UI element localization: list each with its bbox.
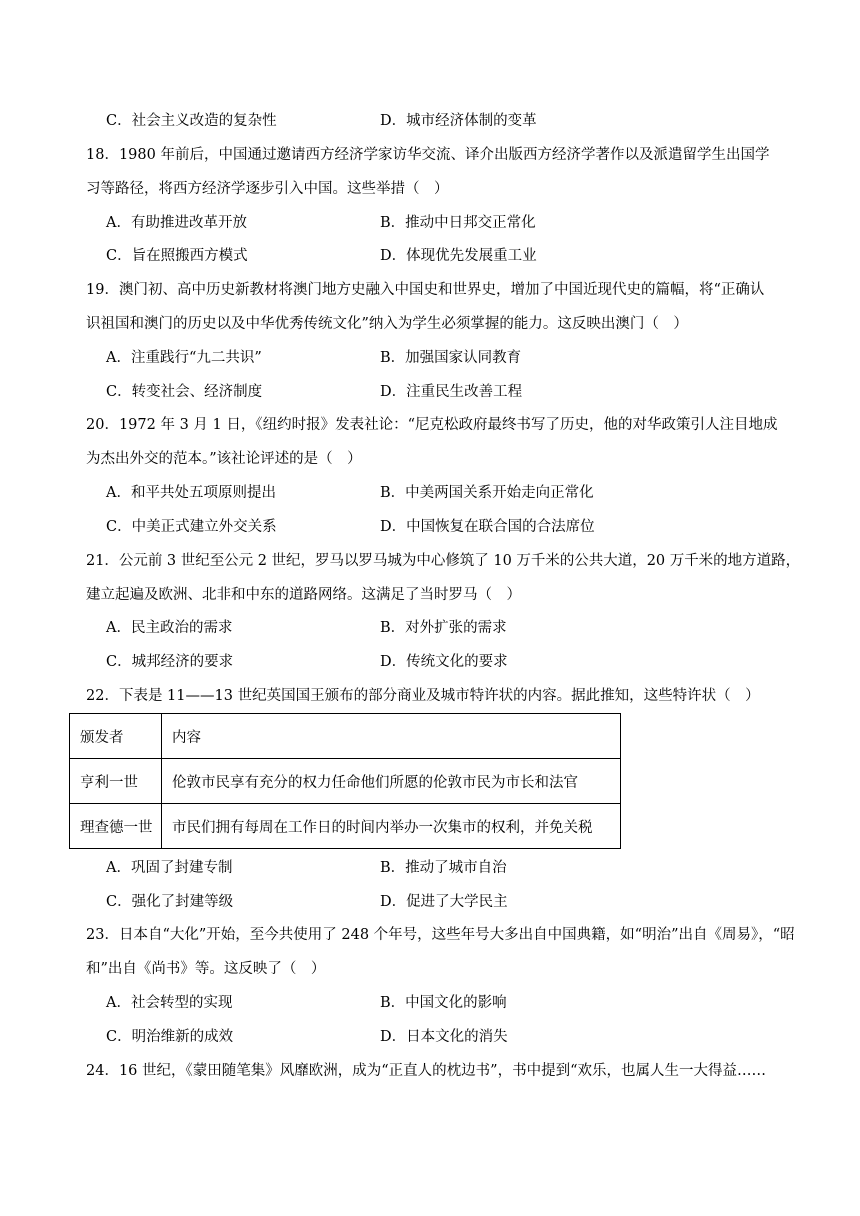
q17-option-d: D．城市经济体制的变革 xyxy=(380,113,537,129)
q18-option-c: C．旨在照搬西方模式 xyxy=(106,248,248,264)
q20-option-c: C．中美正式建立外交关系 xyxy=(106,519,277,535)
table-header-cell: 颁发者 xyxy=(70,714,162,759)
q20-stem-line1: 20．1972 年 3 月 1 日，《纽约时报》发表社论：“尼克松政府最终书写了历史，他的对华政策引人注目地成 xyxy=(86,417,778,433)
q18-option-d: D．体现优先发展重工业 xyxy=(380,248,537,264)
q23-stem-line2: 和”出自《尚书》等。这反映了（ ） xyxy=(86,961,326,977)
q19-option-d: D．注重民生改善工程 xyxy=(380,384,523,400)
q18-option-b: B．推动中日邦交正常化 xyxy=(380,215,536,231)
q19-stem-line1: 19．澳门初、高中历史新教材将澳门地方史融入中国史和世界史，增加了中国近现代史的篇幅，将“正确认 xyxy=(86,282,765,298)
q20-stem-line2: 为杰出外交的范本。”该社论评述的是（ ） xyxy=(86,451,362,467)
q20-option-b: B．中美两国关系开始走向正常化 xyxy=(380,485,594,501)
q18-option-a: A．有助推进改革开放 xyxy=(106,215,247,231)
q21-option-d: D．传统文化的要求 xyxy=(380,654,508,670)
q19-option-c: C．转变社会、经济制度 xyxy=(106,384,263,400)
q19-option-b: B．加强国家认同教育 xyxy=(380,350,522,366)
table-header-row xyxy=(70,714,621,759)
q22-option-c: C．强化了封建等级 xyxy=(106,894,234,910)
q17-option-c: C．社会主义改造的复杂性 xyxy=(106,113,277,129)
q22-option-a: A．巩固了封建专制 xyxy=(106,860,233,876)
q22-stem-line1: 22．下表是 11——13 世纪英国国王颁布的部分商业及城市特许状的内容。据此推知，这些特许状（ ） xyxy=(86,688,760,704)
q23-option-a: A．社会转型的实现 xyxy=(106,995,233,1011)
q21-stem-line2: 建立起遍及欧洲、北非和中东的道路网络。这满足了当时罗马（ ） xyxy=(86,587,521,603)
q20-option-d: D．中国恢复在联合国的合法席位 xyxy=(380,519,595,535)
q22-option-b: B．推动了城市自治 xyxy=(380,860,507,876)
q18-stem-line1: 18．1980 年前后，中国通过邀请西方经济学家访华交流、译介出版西方经济学著作以及派遣留学生出国学 xyxy=(86,147,770,163)
table-row xyxy=(70,804,621,849)
table-cell: 亨利一世 xyxy=(70,759,162,804)
q21-option-c: C．城邦经济的要求 xyxy=(106,654,234,670)
table-cell: 理查德一世 xyxy=(70,804,162,849)
q21-stem-line1: 21．公元前 3 世纪至公元 2 世纪，罗马以罗马城为中心修筑了 10 万千米的公共大道，20 万千米的地方道路， xyxy=(86,553,801,569)
q18-stem-line2: 习等路径，将西方经济学逐步引入中国。这些举措（ ） xyxy=(86,181,449,197)
q23-option-c: C．明治维新的成效 xyxy=(106,1029,234,1045)
q21-option-a: A．民主政治的需求 xyxy=(106,620,233,636)
table-cell: 市民们拥有每周在工作日的时间内举办一次集市的权利，并免关税 xyxy=(162,804,621,849)
q24-stem-line1: 24．16 世纪，《蒙田随笔集》风靡欧洲，成为“正直人的枕边书”，书中提到“欢乐，也属人生一大得益…… xyxy=(86,1063,766,1079)
table-header-cell: 内容 xyxy=(162,714,621,759)
q22-option-d: D．促进了大学民主 xyxy=(380,894,508,910)
q23-stem-line1: 23．日本自“大化”开始，至今共使用了 248 个年号，这些年号大多出自中国典籍，如“明治”出自《周易》，“昭 xyxy=(86,927,795,943)
table-row xyxy=(70,759,621,804)
q23-option-d: D．日本文化的消失 xyxy=(380,1029,508,1045)
q19-stem-line2: 识祖国和澳门的历史以及中华优秀传统文化”纳入为学生必须掌握的能力。这反映出澳门（ ） xyxy=(86,316,688,332)
q21-option-b: B．对外扩张的需求 xyxy=(380,620,507,636)
charter-table xyxy=(69,713,621,849)
q19-option-a: A．注重践行“九二共识” xyxy=(106,350,262,366)
q23-option-b: B．中国文化的影响 xyxy=(380,995,507,1011)
table-cell: 伦敦市民享有充分的权力任命他们所愿的伦敦市民为市长和法官 xyxy=(162,759,621,804)
q20-option-a: A．和平共处五项原则提出 xyxy=(106,485,276,501)
